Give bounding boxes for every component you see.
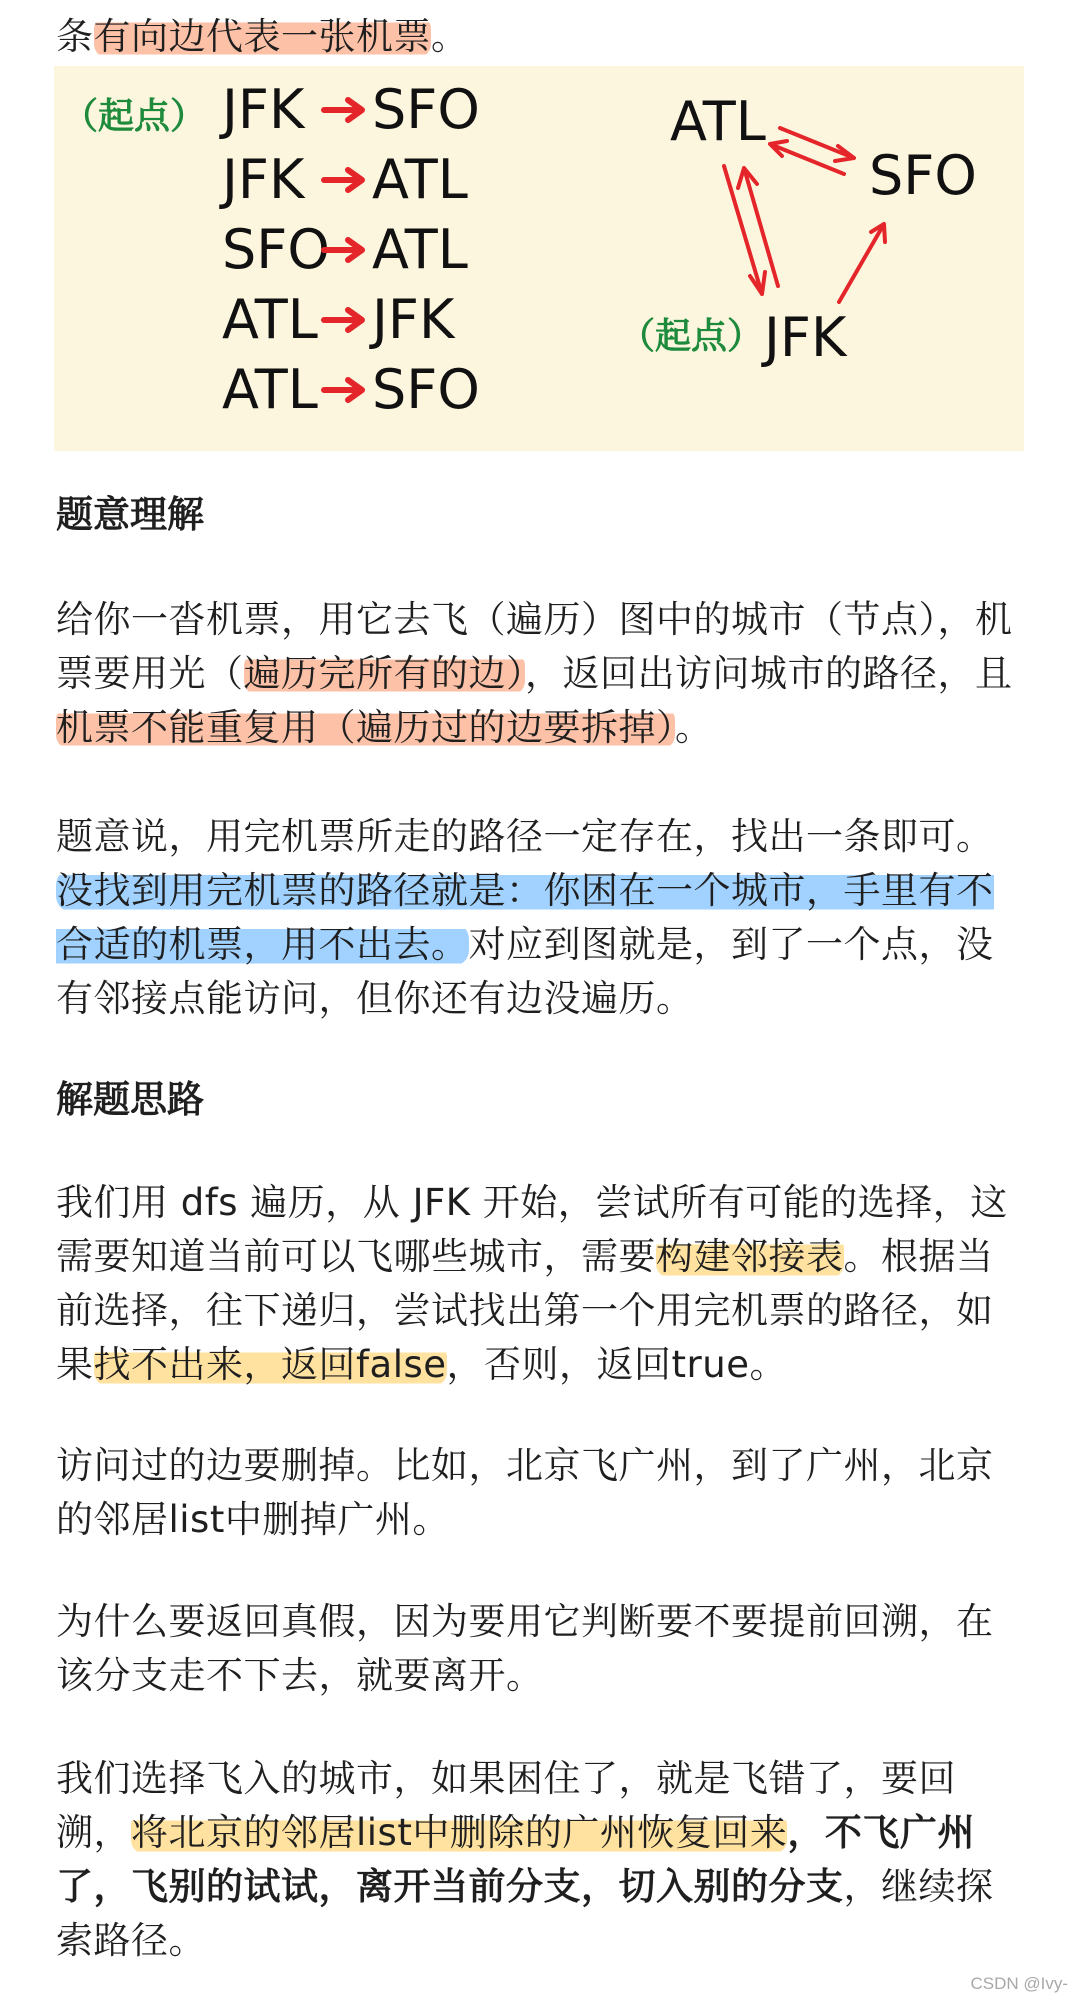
intro-highlight: 有向边代表一张机票 xyxy=(93,15,431,58)
ticket-to: SFO xyxy=(372,78,480,141)
itinerary-illustration xyxy=(54,66,1024,451)
intro-suffix: 。 xyxy=(431,15,469,58)
bold-text: ，不飞广州了，飞别的试试，离开当前分支，切入别的分支 xyxy=(56,1811,975,1908)
ticket-from: ATL xyxy=(222,288,318,351)
text-run: 对应到图就是，到了一个点，没有邻接点能访问，但你还有边没遍历。 xyxy=(56,923,994,1020)
paragraph-approach-4 xyxy=(56,1752,1026,1968)
ticket-arrow-icon xyxy=(324,310,362,330)
flight-graph xyxy=(619,90,977,369)
highlight-blue: 没找到用完机票的路径就是：你困在一个城市，手里有不合适的机票，用不出去。 xyxy=(56,869,994,966)
text-run: 我们用 dfs 遍历，从 JFK 开始，尝试所有可能的选择，这需要知道当前可以飞哪些城市，需要 xyxy=(56,1181,1008,1278)
text-run: 给你一沓机票，用它去飞（遍历）图中的城市（节点），机票要用光（ xyxy=(56,598,1013,695)
text-run: 。根据当前选择，往下递归，尝试找出第一个用完机票的路径，如果 xyxy=(56,1235,994,1386)
text-run: 题意说，用完机票所走的路径一定存在，找出一条即可。 xyxy=(56,815,994,858)
highlight-orange: 机票不能重复用（遍历过的边要拆掉） xyxy=(56,706,675,749)
start-label: （起点） xyxy=(62,96,207,137)
text-run: 我们选择飞入的城市，如果困住了，就是飞错了，要回溯， xyxy=(56,1757,956,1854)
graph-node-atl: ATL xyxy=(670,90,766,153)
edge-arrow-icon xyxy=(770,141,844,174)
ticket-from: SFO xyxy=(222,218,330,281)
graph-edges xyxy=(724,128,885,302)
highlight-yellow: 将北京的邻居list中删除的广州恢复回来 xyxy=(131,1811,788,1854)
graph-node-sfo: SFO xyxy=(869,144,977,207)
section-heading-approach: 解题思路 xyxy=(56,1078,204,1121)
ticket-from: JFK xyxy=(222,148,305,211)
ticket-to: JFK xyxy=(372,288,455,351)
ticket-to: SFO xyxy=(372,358,480,421)
ticket-arrow-icon xyxy=(324,100,362,120)
paragraph-approach-2: 访问过的边要删掉。比如，北京飞广州，到了广州，北京的邻居list中删掉广州。 xyxy=(56,1444,994,1541)
paragraph-understanding-2 xyxy=(56,810,1026,1026)
graph-start-label: （起点） xyxy=(619,316,764,357)
edge-arrow-icon xyxy=(839,224,885,302)
paragraph-understanding-1 xyxy=(56,593,1026,755)
ticket-arrow-icon xyxy=(324,380,362,400)
intro-line xyxy=(56,10,1026,64)
graph-node-jfk: JFK xyxy=(764,306,847,369)
intro-prefix: 条 xyxy=(56,15,94,58)
itinerary-diagram xyxy=(54,66,1024,451)
edge-arrow-icon xyxy=(780,128,854,161)
paragraph-approach-3: 为什么要返回真假，因为要用它判断要不要提前回溯，在该分支走不下去，就要离开。 xyxy=(56,1600,994,1697)
ticket-to: ATL xyxy=(372,148,468,211)
ticket-arrows xyxy=(324,100,362,400)
highlight-yellow: 找不出来，返回false xyxy=(93,1343,447,1386)
text-run: ，否则，返回true。 xyxy=(446,1343,787,1386)
highlight-orange: 遍历完所有的边） xyxy=(243,652,525,695)
paragraph-approach-1 xyxy=(56,1176,1026,1392)
text-run: 。 xyxy=(675,706,713,749)
ticket-to: ATL xyxy=(372,218,468,281)
ticket-from: JFK xyxy=(222,78,305,141)
edge-arrow-icon xyxy=(724,166,765,294)
ticket-from: ATL xyxy=(222,358,318,421)
text-run: ，返回出访问城市的路径，且 xyxy=(525,652,1013,695)
highlight-yellow: 构建邻接表 xyxy=(656,1235,844,1278)
watermark: CSDN @Ivy- xyxy=(970,1974,1068,1993)
ticket-arrow-icon xyxy=(324,170,362,190)
section-heading-understanding: 题意理解 xyxy=(56,493,204,536)
text-run: ，继续探索路径。 xyxy=(56,1865,994,1962)
